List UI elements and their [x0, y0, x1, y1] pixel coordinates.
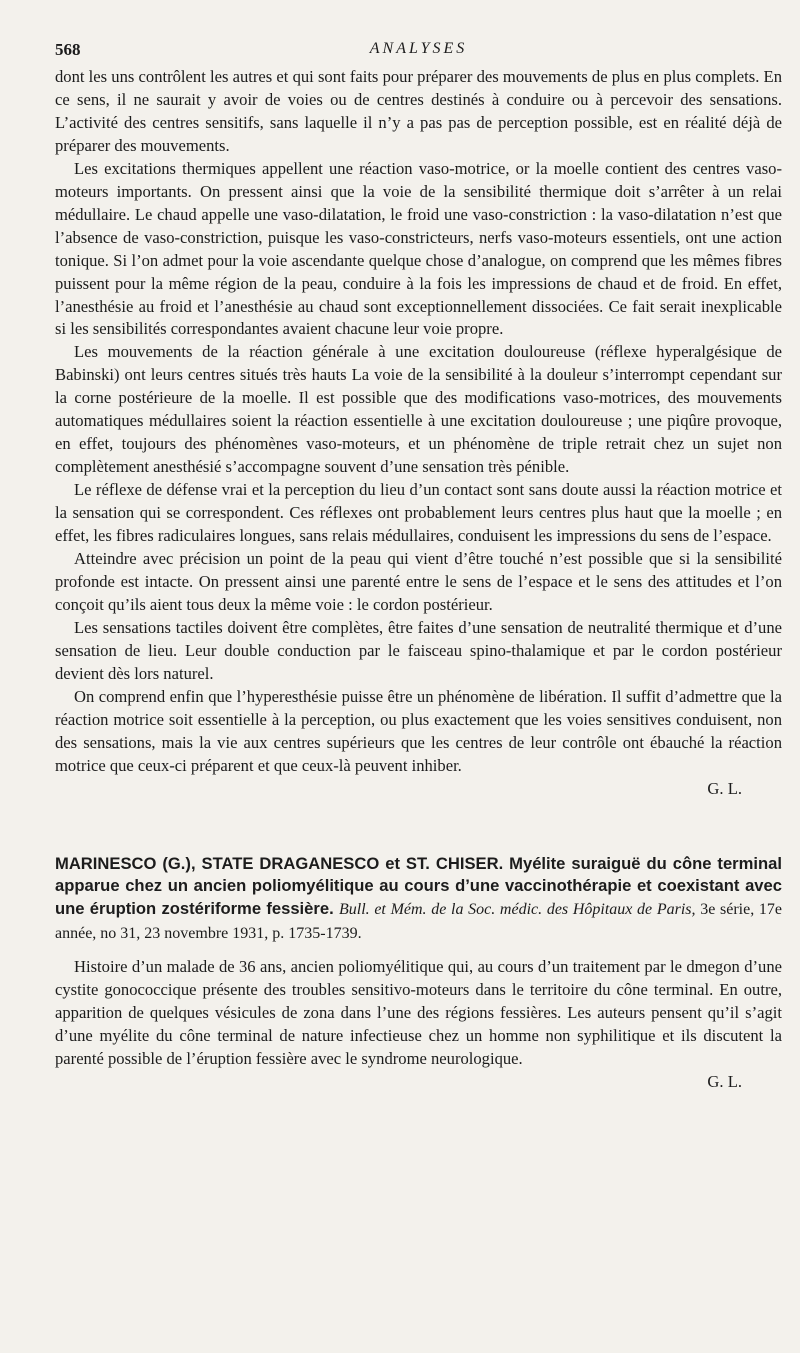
signature: G. L.: [707, 778, 742, 798]
paragraph: [55, 956, 782, 1094]
page-number: 568: [55, 40, 81, 59]
article-continued: [55, 66, 782, 801]
journal-name: Bull. et Mém. de la Soc. médic. des Hôpitaux de Paris,: [338, 901, 696, 919]
paragraph: Les mouvements de la réaction générale à une excitation douloureuse (réflexe hyperalgésique de Babinski) ont leurs centres situés très hauts La voie de la sensibilité à la douleur s’interrompt cependant sur la corne postérieure de la moelle. Il est possible que des modifications vaso-motrices, des mouvements automatiques médullaires soient la réaction essentielle à une excitation douloureuse ; une piqûre provoque, en effet, toujours des phénomènes vaso-moteurs, et un phénomène de triple retrait chez un sujet non complètement anesthésié s’accompagne souvent d’une sensation très pénible.: [55, 342, 782, 477]
review-body: [55, 956, 782, 1094]
paragraph-text: Histoire d’un malade de 36 ans, ancien poliomyélitique qui, au cours d’un traitement par le dmegon d’une cystite gonococcique présente des troubles sensitivo-moteurs dans le territoire du cône terminal. En outre, apparition de quelques vésicules de zona dans l’une des régions fessières. Les auteurs pensent qu’il s’agit d’une myélite du cône terminal de nature infectieuse chez un homme non syphilitique et ils discutent la parenté possible de l’éruption fessière avec le syndrome neurologique.: [55, 957, 782, 1068]
running-head: [55, 40, 782, 66]
page: [55, 40, 782, 1094]
review-title: Myélite suraiguë du cône terminal apparue chez un ancien poliomyélitique au cours d’une vaccinothérapie et coexistant avec une éruption zostériforme fessière.: [55, 853, 782, 919]
paragraph: Les excitations thermiques appellent une réaction vaso-motrice, or la moelle contient des centres vaso-moteurs importants. On pressent ainsi que la voie de la sensibilité thermique doit s’arrêter à un relai médullaire. Le chaud appelle une vaso-dilatation, le froid une vaso-constriction : la vaso-dilatation n’est que l’absence de vaso-constriction, puisque les vaso-constricteurs, nerfs vaso-moteurs essentiels, ont une action tonique. Si l’on admet pour la voie ascendante quelque chose d’analogue, on comprend que les mêmes fibres puissent pour la même région de la peau, conduire à la fois les impressions de chaud et de froid. En effet, l’anesthésie au froid et l’anesthésie au chaud sont exceptionnellement dissociées. Ce fait serait inexplicable si les sensibilités correspondantes avaient chacune leur voie propre.: [55, 158, 782, 339]
paragraph: Atteindre avec précision un point de la peau qui vient d’être touché n’est possible que si la sensibilité profonde est intacte. On pressent ainsi une parenté entre le sens de l’espace et le sens des attitudes et l’on conçoit qu’ils aient tous deux la même voie : le cordon postérieur.: [55, 549, 782, 614]
paragraph: dont les uns contrôlent les autres et qui sont faits pour préparer des mouvements de plus en plus complets. En ce sens, il ne saurait y avoir de voies ou de centres destinés à conduire ou à percevoir des sensations. L’activité des centres sensitifs, sans laquelle il n’y a pas pas de perception possible, est en réalité déjà de préparer des mouvements.: [55, 67, 782, 155]
signature: G. L.: [707, 1071, 742, 1091]
paragraph: Le réflexe de défense vrai et la perception du lieu d’un contact sont sans doute aussi la réaction motrice et la sensation qui se correspondent. Ces réflexes ont probablement leurs centres plus haut que la moelle ; en effet, les fibres radiculaires longues, sans relais médullaires, conduisent les impressions du sens de l’espace.: [55, 480, 782, 546]
paragraph: Les sensations tactiles doivent être complètes, être faites d’une sensation de neutralité thermique et d’une sensation de lieu. Leur double conduction par le faisceau spino-thalamique et par le cordon postérieur devient dès lors naturel.: [55, 617, 782, 683]
paragraph-last: [55, 686, 782, 801]
citation-details: 3e série, 17e année, no 31, 23 novembre 1931, p. 1735-1739.: [55, 901, 782, 943]
paragraph-text: On comprend enfin que l’hyperesthésie puisse être un phénomène de libération. Il suffit d’admettre que la réaction motrice soit essentielle à la perception, ou plus exactement que les voies sensitives conduisent, non des sensations, mais la vie aux centres supérieurs que les centres de leur contrôle ont ébauché la réaction motrice que ceux-ci préparent et que ceux-là peuvent inhiber.: [55, 686, 782, 775]
review-heading: [55, 853, 782, 947]
review-authors: MARINESCO (G.), STATE DRAGANESCO et ST. CHISER.: [55, 853, 504, 873]
running-title: ANALYSES: [369, 40, 468, 57]
